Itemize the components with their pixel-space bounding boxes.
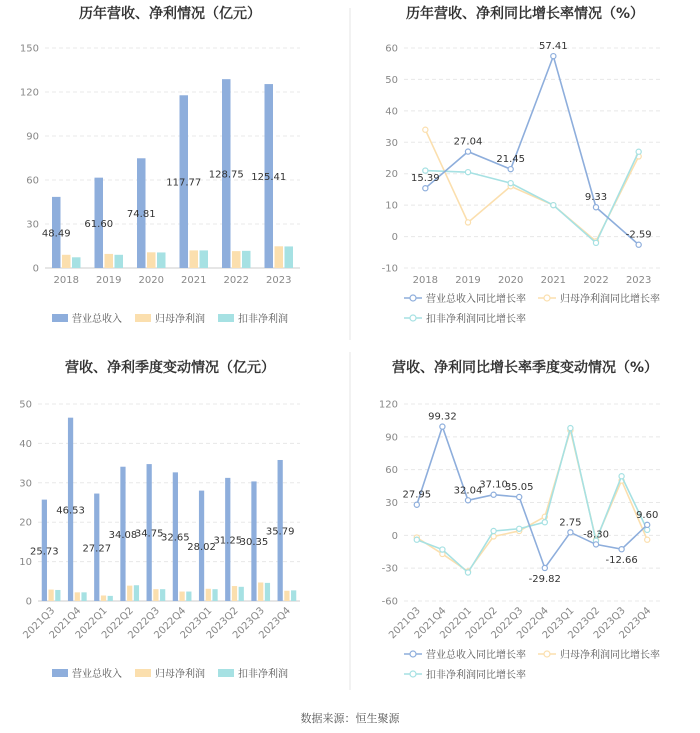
y-tick-label: 30 [385,498,398,509]
y-tick-label: 150 [19,43,39,55]
bar [108,596,113,601]
bar-data-label: 48.49 [41,228,71,240]
bar [153,589,158,601]
x-tick-label: 2023Q2 [566,605,603,642]
x-tick-label: 2022Q3 [126,605,163,642]
bar-data-label: 28.02 [187,541,216,553]
line-data-label: 57.41 [539,41,568,53]
bar [81,592,86,601]
x-tick-label: 2021Q4 [47,605,84,642]
x-tick-label: 2021 [540,275,567,286]
line-point [636,149,641,154]
annual-growth-rate-chart [382,5,660,325]
line-point [465,570,470,575]
bar-data-label: 74.81 [126,209,156,221]
annual-revenue-profit-chart [20,5,300,325]
bar [127,586,132,601]
bar [115,255,124,268]
legend-swatch [52,314,68,322]
x-tick-label: 2022Q4 [152,605,189,642]
legend-swatch [135,314,151,322]
y-tick-label: 90 [26,131,39,143]
legend-label: 营业总收入同比增长率 [426,294,526,305]
chart-title: 营收、净利同比增长率季度变动情况（%） [391,360,659,376]
chart-title: 历年营收、净利同比增长率情况（%） [405,6,645,22]
legend-marker [410,315,416,321]
line-point [551,54,556,59]
x-tick-label: 2019 [96,275,122,286]
line-point [517,526,522,531]
bar-data-label: 25.73 [30,546,59,558]
bar [147,252,156,268]
x-tick-label: 2023Q3 [230,605,267,642]
line-data-label: -29.82 [528,573,561,585]
x-tick-label: 2022 [223,275,249,286]
x-tick-label: 2023Q1 [540,605,577,642]
line-point [465,149,470,154]
line-point [636,242,641,247]
legend-label: 扣非净利润同比增长率 [426,670,526,681]
y-tick-label: -60 [381,596,398,608]
legend-label: 归母净利润 [155,314,205,325]
x-tick-label: 2020 [138,275,164,286]
y-tick-label: 20 [385,169,398,181]
series-line [417,428,647,572]
y-tick-label: 10 [19,557,32,569]
x-tick-label: 2018 [412,275,439,286]
bar-data-label: 34.75 [134,528,164,540]
line-point [423,127,428,132]
line-point [517,494,522,499]
legend-marker [410,651,416,657]
bar [75,592,80,601]
y-tick-label: 50 [385,74,398,86]
bar [265,583,270,601]
line-point [465,498,470,503]
bar [232,586,237,601]
bar [239,587,244,601]
line-data-label: 21.45 [496,154,525,166]
bar-data-label: 117.77 [166,177,202,189]
x-tick-label: 2022Q2 [99,605,136,642]
line-point [491,492,496,497]
x-tick-label: 2023Q4 [617,605,654,642]
legend-label: 归母净利润 [155,669,205,680]
y-tick-label: -10 [381,263,398,275]
line-data-label: 15.39 [411,173,440,185]
line-point [508,181,513,186]
x-tick-label: 2021Q3 [387,605,423,642]
x-tick-label: 2023Q1 [178,605,215,642]
y-tick-label: 30 [19,478,32,490]
legend-label: 营业总收入同比增长率 [426,650,526,661]
chart-title: 营收、净利季度变动情况（亿元） [65,360,275,376]
y-tick-label: 60 [385,43,398,55]
line-data-label: 9.60 [636,509,659,521]
line-point [568,530,573,535]
x-tick-label: 2022Q4 [515,605,551,642]
y-tick-label: 0 [391,530,398,542]
bar [72,257,81,268]
x-tick-label: 2020 [497,275,524,286]
y-tick-label: 10 [385,200,398,212]
y-tick-label: 50 [19,399,32,411]
quarterly-revenue-profit-chart [19,359,300,680]
x-tick-label: 2019 [455,275,481,286]
bar [200,250,209,268]
bar [48,590,53,601]
line-point [465,220,470,225]
x-tick-label: 2023 [625,275,652,286]
bar [275,246,284,268]
line-point [414,537,419,542]
line-point [645,527,650,532]
bar [242,251,251,268]
line-data-label: 37.10 [479,479,508,491]
bar-data-label: 27.27 [82,543,112,555]
legend-label: 扣非净利润同比增长率 [426,314,526,325]
bar [291,590,296,601]
line-data-label: 99.32 [428,411,457,423]
source-note: 数据来源：恒生聚源 [300,712,400,725]
x-tick-label: 2022Q1 [438,605,475,642]
legend-label: 扣非净利润 [238,669,288,680]
y-tick-label: 20 [19,517,32,529]
line-point [645,537,650,542]
line-data-label: 9.33 [584,192,608,204]
bar [134,585,139,601]
series-line [425,56,638,245]
line-point [568,425,573,430]
bar-data-label: 35.79 [265,526,295,538]
x-tick-label: 2021 [181,275,207,286]
y-tick-label: -30 [381,563,398,575]
x-tick-label: 2022 [583,275,609,286]
line-point [593,205,598,210]
y-tick-label: 30 [26,219,39,231]
line-data-label: 27.04 [453,136,483,148]
line-point [593,542,598,547]
chart-title: 历年营收、净利情况（亿元） [79,6,261,22]
line-point [465,170,470,175]
bar [232,251,241,268]
x-tick-label: 2023 [266,275,292,286]
line-point [619,474,624,479]
y-tick-label: 40 [385,106,398,118]
legend-label: 归母净利润同比增长率 [560,294,660,305]
bar [55,590,60,601]
bar-data-label: 125.41 [251,172,287,184]
bar [157,252,166,268]
bar-data-label: 128.75 [208,169,244,181]
bar [258,582,263,601]
legend-label: 扣非净利润 [238,314,288,325]
bar-data-label: 46.53 [56,505,85,517]
line-point [440,424,445,429]
line-data-label: 35.05 [504,481,534,493]
x-tick-label: 2021Q3 [21,605,58,642]
bar [186,592,191,601]
line-data-label: -12.66 [605,555,638,567]
line-data-label: -2.59 [625,229,652,241]
bar [285,246,294,268]
bar [62,255,71,268]
x-tick-label: 2022Q3 [489,605,526,642]
line-point [542,565,547,570]
line-point [414,502,419,507]
bar [190,250,199,268]
y-tick-label: 0 [25,596,32,608]
y-tick-label: 40 [19,438,32,450]
legend-swatch [218,314,234,322]
bar [105,254,114,268]
bar [101,595,106,601]
y-tick-label: 120 [19,87,39,99]
y-tick-label: 90 [385,432,398,444]
x-tick-label: 2022Q2 [463,605,500,642]
bar-data-label: 34.08 [108,529,138,541]
x-tick-label: 2023Q3 [591,605,628,642]
line-point [423,186,428,191]
line-data-label: 27.95 [402,489,432,501]
legend-swatch [218,669,234,677]
legend-label: 营业总收入 [72,314,122,325]
bar-data-label: 30.35 [239,537,269,549]
bar [179,592,184,601]
x-tick-label: 2023Q4 [257,605,294,642]
y-tick-label: 60 [26,175,39,187]
bar [206,589,211,601]
bar-data-label: 31.25 [213,535,243,547]
line-point [491,528,496,533]
x-tick-label: 2018 [53,275,79,286]
x-tick-label: 2023Q2 [204,605,241,642]
line-point [551,203,556,208]
bar [160,589,165,601]
bar-data-label: 32.65 [161,532,190,544]
line-point [619,547,624,552]
bar [212,589,217,601]
y-tick-label: 0 [391,232,398,244]
y-tick-label: 120 [378,399,398,411]
y-tick-label: 30 [385,137,398,149]
line-point [508,167,513,172]
legend-label: 归母净利润同比增长率 [560,650,660,661]
bar [284,591,289,601]
x-tick-label: 2022Q1 [73,605,110,642]
line-point [440,547,445,552]
quarterly-growth-rate-chart [379,359,660,681]
legend-marker [410,295,416,301]
line-data-label: 32.04 [453,485,483,497]
line-point [593,240,598,245]
line-data-label: -8.30 [583,529,609,541]
legend-swatch [52,669,68,677]
legend-swatch [135,669,151,677]
bar-data-label: 61.60 [84,218,114,230]
line-point [542,520,547,525]
y-tick-label: 0 [32,263,39,275]
line-point [645,522,650,527]
legend-marker [410,671,416,677]
legend-marker [544,651,550,657]
line-data-label: 2.75 [559,517,582,529]
y-tick-label: 60 [385,465,398,477]
legend-marker [544,295,550,301]
x-tick-label: 2021Q4 [412,605,449,642]
legend-label: 营业总收入 [72,669,122,680]
